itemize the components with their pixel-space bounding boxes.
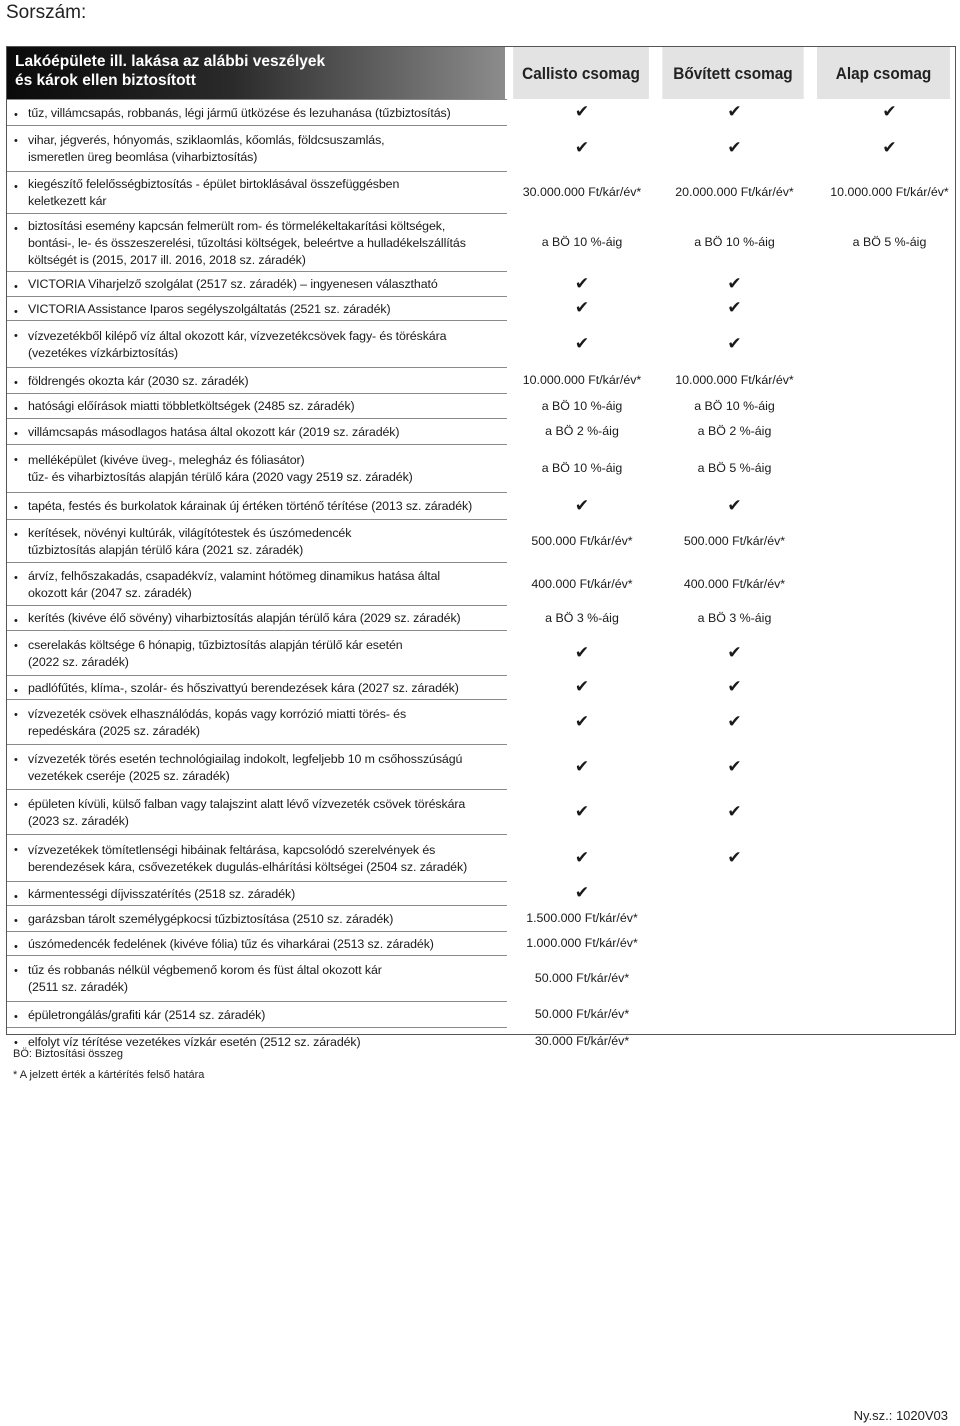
callisto-check-icon: ✔: [574, 495, 590, 515]
footnote-asterisk: * A jelzett érték a kártérítés felső határa: [13, 1069, 205, 1081]
callisto-value: 30.000 Ft/kár/év*: [534, 1034, 630, 1048]
row-description: [7, 444, 507, 492]
row-description: [7, 1001, 507, 1027]
coverage-table: [6, 46, 956, 1049]
row-description: [7, 519, 507, 562]
bullet-icon: •: [14, 754, 18, 766]
bovitett-check-icon: ✔: [727, 677, 742, 696]
row-text: [28, 637, 508, 671]
table-row: [7, 271, 955, 296]
callisto-check-icon: ✔: [574, 756, 590, 776]
bullet-icon: •: [14, 572, 18, 584]
table-row: [7, 1027, 955, 1055]
row-description: [7, 296, 507, 320]
bullet-icon: •: [14, 529, 18, 541]
column-header-bovitett: Bővített csomag: [662, 47, 803, 99]
bovitett-value: 10.000.000 Ft/kár/év*: [675, 373, 794, 387]
callisto-check-icon: ✔: [574, 847, 590, 867]
table-row: [7, 744, 955, 789]
table-row: [7, 125, 955, 171]
row-description: [7, 562, 507, 605]
bullet-icon: •: [14, 135, 18, 147]
table-row: [7, 320, 955, 367]
bullet-icon: •: [14, 685, 18, 697]
row-text-line: épületrongálás/grafiti kár (2514 sz. záradék): [28, 1008, 266, 1022]
bovitett-value: 400.000 Ft/kár/év*: [683, 576, 786, 591]
table-row: [7, 931, 955, 955]
row-text: [28, 218, 508, 269]
table-row: [7, 881, 955, 905]
row-description: [7, 675, 507, 699]
bovitett-check-icon: ✔: [727, 333, 742, 353]
bovitett-value: 20.000.000 Ft/kár/év*: [675, 185, 794, 199]
callisto-check-icon: ✔: [574, 677, 590, 696]
bullet-icon: •: [14, 428, 18, 440]
row-description: [7, 367, 507, 393]
callisto-value: 1.000.000 Ft/kár/év*: [526, 936, 638, 950]
row-description: [7, 125, 507, 171]
row-text: [28, 373, 508, 390]
callisto-check-icon: ✔: [574, 298, 590, 317]
row-text: [28, 398, 508, 415]
row-description: [7, 931, 507, 955]
row-text-line: hatósági előírások miatti többletköltségek (2485 sz. záradék): [28, 399, 355, 413]
row-text: [28, 610, 508, 627]
row-description: [7, 905, 507, 931]
row-description: [7, 418, 507, 444]
bullet-icon: •: [14, 330, 18, 342]
row-text-line: kerítések, növényi kultúrák, világítótestek és úszómedencék: [28, 526, 352, 540]
row-text: [28, 842, 508, 876]
bovitett-check-icon: ✔: [727, 102, 742, 121]
row-text-line: keletkezett kár: [28, 194, 107, 208]
table-row: [7, 367, 955, 393]
column-header-callisto: Callisto csomag: [513, 47, 649, 99]
column-header-alap: Alap csomag: [817, 47, 950, 99]
bovitett-check-icon: ✔: [727, 273, 742, 293]
table-row: [7, 171, 955, 213]
bovitett-check-icon: ✔: [727, 298, 742, 317]
bovitett-check-icon: ✔: [727, 495, 742, 515]
row-description: [7, 955, 507, 1001]
row-text-line: (2023 sz. záradék): [28, 814, 129, 828]
bullet-icon: •: [14, 403, 18, 415]
row-text: [28, 751, 508, 785]
callisto-value: 500.000 Ft/kár/év*: [531, 533, 633, 548]
table-title: [7, 47, 505, 99]
callisto-value: a BÖ 2 %-áig: [545, 424, 619, 438]
row-description: [7, 213, 507, 271]
bullet-icon: •: [14, 502, 18, 514]
bullet-icon: •: [14, 1037, 18, 1049]
row-text: [28, 911, 508, 928]
table-row: [7, 834, 955, 881]
row-text-line: ismeretlen üreg beomlása (viharbiztosítás): [28, 150, 258, 164]
callisto-value: 400.000 Ft/kár/év*: [531, 576, 633, 591]
callisto-check-icon: ✔: [574, 102, 590, 121]
alap-value: a BÖ 5 %-áig: [852, 235, 927, 249]
callisto-value: 10.000.000 Ft/kár/év*: [522, 373, 642, 387]
table-row: [7, 444, 955, 492]
row-text-line: villámcsapás másodlagos hatása által okozott kár (2019 sz. záradék): [28, 425, 400, 439]
row-text-line: költségét is (2015, 2017 ill. 2016, 2018 sz. záradék): [28, 253, 306, 267]
bullet-icon: •: [14, 281, 18, 293]
row-text-line: (2022 sz. záradék): [28, 655, 129, 669]
row-text-line: tűz- és viharbiztosítás alapján térülő kára (2020 vagy 2519 sz. záradék): [28, 470, 413, 484]
row-text-line: (vezetékes vízkárbiztosítás): [28, 346, 179, 360]
row-text: [28, 680, 508, 697]
row-text-line: repedéskára (2025 sz. záradék): [28, 724, 200, 738]
bullet-icon: •: [14, 640, 18, 652]
bullet-icon: •: [14, 965, 18, 977]
bullet-icon: •: [14, 454, 18, 466]
row-text-line: cserelakás költsége 6 hónapig, tűzbiztosítás alapján térülő kár esetén: [28, 638, 403, 652]
callisto-check-icon: ✔: [574, 273, 590, 293]
row-text-line: tűzbiztosítás alapján térülő kára (2021 sz. záradék): [28, 543, 304, 557]
row-text: [28, 132, 508, 166]
table-row: [7, 296, 955, 320]
row-text: [28, 706, 508, 740]
row-text: [28, 424, 508, 441]
row-text: [28, 452, 508, 486]
table-row: [7, 1001, 955, 1027]
row-text-line: tapéta, festés és burkolatok kárainak új értéken történő térítése (2013 sz. záradék): [28, 499, 473, 513]
bovitett-value: 500.000 Ft/kár/év*: [683, 533, 786, 548]
bullet-icon: •: [14, 844, 18, 856]
callisto-value: a BÖ 10 %-áig: [541, 461, 623, 475]
row-text-line: bontási-, le- és összeszerelési, tűzoltási költségek, beleértve a hulladékelszállítás: [28, 236, 466, 250]
table-row: [7, 393, 955, 418]
row-description: [7, 320, 507, 367]
row-description: [7, 393, 507, 418]
bullet-icon: •: [14, 181, 18, 193]
row-text-line: padlófűtés, klíma-, szolár- és hőszivattyú berendezések kára (2027 sz. záradék): [28, 681, 459, 695]
row-text: [28, 525, 508, 559]
bullet-icon: •: [14, 306, 18, 318]
row-text-line: melléképület (kivéve üveg-, melegház és fóliasátor): [28, 453, 305, 467]
table-row: [7, 630, 955, 675]
row-text: [28, 301, 508, 318]
table-row: [7, 562, 955, 605]
table-row: [7, 492, 955, 519]
callisto-check-icon: ✔: [574, 801, 590, 821]
bullet-icon: •: [14, 109, 18, 121]
callisto-check-icon: ✔: [574, 138, 590, 157]
bullet-icon: •: [14, 799, 18, 811]
table-row: [7, 699, 955, 744]
bullet-icon: •: [14, 615, 18, 627]
table-header: [7, 47, 955, 99]
row-text-line: vízvezetékek tömítetlenségi hibáinak feltárása, kapcsolódó szerelvények és: [28, 843, 436, 857]
row-text-line: VICTORIA Viharjelző szolgálat (2517 sz. záradék) – ingyenesen választható: [28, 277, 438, 291]
callisto-value: 30.000.000 Ft/kár/év*: [522, 185, 642, 199]
table-row: [7, 213, 955, 271]
row-description: [7, 271, 507, 296]
table-title-line1: Lakóépülete ill. lakása az alábbi veszélyek: [15, 53, 326, 70]
table-title-line2: és károk ellen biztosított: [15, 72, 196, 89]
row-description: [7, 492, 507, 519]
callisto-value: 50.000 Ft/kár/év*: [534, 971, 630, 985]
row-text: [28, 328, 508, 362]
row-text-line: elfolyt víz térítése vezetékes vízkár esetén (2512 sz. záradék): [28, 1035, 361, 1049]
callisto-value: a BÖ 10 %-áig: [541, 398, 623, 413]
table-row: [7, 519, 955, 562]
bovitett-check-icon: ✔: [727, 138, 742, 157]
bullet-icon: •: [14, 1011, 18, 1023]
bullet-icon: •: [14, 223, 18, 235]
row-text: [28, 176, 508, 210]
table-row: [7, 955, 955, 1001]
row-text-line: épületen kívüli, külső falban vagy talajszint alatt lévő vízvezeték csövek töréskára: [28, 797, 466, 811]
row-text: [28, 276, 508, 293]
row-description: [7, 605, 507, 630]
row-description: [7, 789, 507, 834]
bullet-icon: •: [14, 915, 18, 927]
callisto-value: a BÖ 3 %-áig: [545, 610, 619, 625]
sorszam-label: Sorszám:: [6, 2, 87, 23]
row-text-line: berendezések kára, csővezetékek dugulás-elhárítási költségei (2504 sz. záradék): [28, 860, 468, 874]
row-description: [7, 744, 507, 789]
callisto-check-icon: ✔: [574, 333, 590, 353]
row-description: [7, 630, 507, 675]
row-text-line: (2511 sz. záradék): [28, 980, 128, 994]
row-description: [7, 834, 507, 881]
callisto-value: a BÖ 10 %-áig: [541, 235, 623, 249]
bovitett-value: a BÖ 3 %-áig: [697, 610, 772, 625]
table-row: [7, 905, 955, 931]
row-text-line: vízvezetékből kilépő víz által okozott kár, vízvezetékcsövek fagy- és töréskára: [28, 329, 447, 343]
row-description: [7, 881, 507, 905]
row-text-line: biztosítási esemény kapcsán felmerült rom- és törmelékeltakarítási költségek,: [28, 219, 446, 233]
bovitett-check-icon: ✔: [727, 847, 742, 867]
bovitett-value: a BÖ 10 %-áig: [694, 398, 775, 413]
callisto-check-icon: ✔: [574, 711, 590, 731]
row-text: [28, 105, 508, 122]
table-row: [7, 605, 955, 630]
bullet-icon: •: [14, 891, 18, 903]
bullet-icon: •: [14, 709, 18, 721]
row-description: [7, 99, 507, 125]
bovitett-check-icon: ✔: [727, 642, 742, 662]
row-text-line: vihar, jégverés, hónyomás, sziklaomlás, kőomlás, földcsuszamlás,: [28, 133, 385, 147]
bovitett-value: a BÖ 5 %-áig: [697, 461, 772, 475]
row-text-line: vízvezeték törés esetén technológiailag indokolt, legfeljebb 10 m csőhosszúságú: [28, 752, 463, 766]
row-text: [28, 962, 508, 996]
footnote-bo: BÖ: Biztosítási összeg: [13, 1048, 124, 1060]
row-text: [28, 886, 508, 903]
table-row: [7, 99, 955, 125]
row-text-line: vezetékek cseréje (2025 sz. záradék): [28, 769, 230, 783]
alap-check-icon: ✔: [882, 138, 897, 157]
row-text-line: árvíz, felhőszakadás, csapadékvíz, valamint hótömeg dinamikus hatása által: [28, 569, 441, 583]
table-row: [7, 418, 955, 444]
table-row: [7, 675, 955, 699]
row-text-line: kármentességi díjvisszatérítés (2518 sz. záradék): [28, 887, 296, 901]
row-text-line: tűz, villámcsapás, robbanás, légi jármű ütközése és lezuhanása (tűzbiztosítás): [28, 106, 451, 120]
row-text: [28, 498, 508, 515]
callisto-value: 50.000 Ft/kár/év*: [534, 1007, 630, 1021]
bovitett-check-icon: ✔: [727, 801, 742, 821]
row-text-line: tűz és robbanás nélkül végbemenő korom és füst által okozott kár: [28, 963, 382, 977]
row-text-line: földrengés okozta kár (2030 sz. záradék): [28, 374, 249, 388]
bovitett-check-icon: ✔: [727, 711, 742, 731]
row-text-line: kerítés (kivéve élő sövény) viharbiztosítás alapján térülő kára (2029 sz. záradék): [28, 611, 461, 625]
callisto-value: 1.500.000 Ft/kár/év*: [526, 911, 638, 925]
bovitett-value: a BÖ 2 %-áig: [697, 424, 772, 438]
callisto-check-icon: ✔: [574, 642, 590, 662]
row-text: [28, 796, 508, 830]
row-text-line: vízvezeték csövek elhasználódás, kopás vagy korrózió miatti törés- és: [28, 707, 407, 721]
bovitett-check-icon: ✔: [727, 756, 742, 776]
bullet-icon: •: [14, 941, 18, 953]
row-text-line: kiegészítő felelősségbiztosítás - épület birtoklásával összefüggésben: [28, 177, 400, 191]
row-text: [28, 568, 508, 602]
row-text-line: úszómedencék fedelének (kivéve fólia) tűz és viharkárai (2513 sz. záradék): [28, 937, 434, 951]
document-code: Ny.sz.: 1020V03: [853, 1408, 948, 1423]
table-row: [7, 789, 955, 834]
row-text: [28, 936, 508, 953]
bovitett-value: a BÖ 10 %-áig: [694, 235, 775, 249]
bullet-icon: •: [14, 377, 18, 389]
row-text-line: garázsban tárolt személygépkocsi tűzbiztosítása (2510 sz. záradék): [28, 912, 394, 926]
row-text-line: okozott kár (2047 sz. záradék): [28, 586, 192, 600]
row-description: [7, 699, 507, 744]
row-text: [28, 1007, 508, 1024]
callisto-check-icon: ✔: [574, 883, 590, 902]
alap-value: 10.000.000 Ft/kár/év*: [830, 185, 949, 199]
row-text-line: VICTORIA Assistance Iparos segélyszolgáltatás (2521 sz. záradék): [28, 302, 391, 316]
alap-check-icon: ✔: [882, 102, 897, 121]
row-description: [7, 171, 507, 213]
